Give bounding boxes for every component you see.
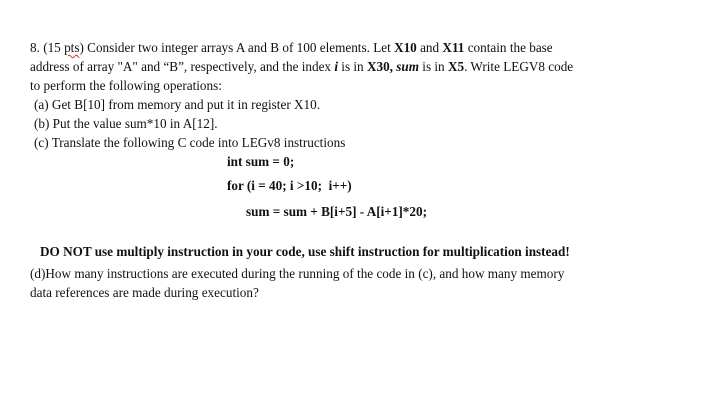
index-variable: i bbox=[334, 59, 338, 74]
points-word: pts bbox=[64, 40, 80, 55]
part-a: (a) Get B[10] from memory and put it in register X10. bbox=[34, 97, 321, 112]
intro-and: and bbox=[416, 40, 443, 55]
part-d-line-2: data references are made during execution? bbox=[30, 285, 259, 300]
question-header-line bbox=[30, 38, 680, 57]
question-line-2 bbox=[30, 57, 680, 76]
question-document bbox=[30, 38, 680, 302]
warning-note: DO NOT use multiply instruction in your code, use shift instruction for multiplication instead! bbox=[40, 244, 570, 259]
part-d-line-1: (d)How many instructions are executed during the running of the code in (c), and how many memory bbox=[30, 266, 565, 281]
intro-text-b: contain the base bbox=[464, 40, 553, 55]
part-b: (b) Put the value sum*10 in A[12]. bbox=[34, 116, 218, 131]
register-x5: X5 bbox=[447, 59, 465, 74]
sum-variable: sum bbox=[396, 59, 419, 74]
question-number: 8. (15 bbox=[30, 40, 65, 55]
code-line-3: sum = sum + B[i+5] - A[i+1]*20; bbox=[246, 204, 427, 219]
register-x11: X11 bbox=[442, 40, 465, 55]
part-c: (c) Translate the following C code into LEGv8 instructions bbox=[34, 135, 346, 150]
line2-text-a: address of array "A" and “B”, respectively, and the index bbox=[30, 59, 335, 74]
line2-text-e: . Write LEGV8 code bbox=[464, 59, 574, 74]
line2-text-b: is in bbox=[338, 59, 367, 74]
question-line-3: to perform the following operations: bbox=[30, 78, 222, 93]
code-line-1: int sum = 0; bbox=[227, 154, 295, 169]
code-line-2: for (i = 40; i >10; i++) bbox=[227, 178, 352, 193]
line2-text-d: is in bbox=[419, 59, 448, 74]
intro-text-a: ) Consider two integer arrays A and B of 100 elements. Let bbox=[79, 40, 395, 55]
register-x30: X30, bbox=[366, 59, 393, 74]
register-x10: X10 bbox=[394, 40, 417, 55]
